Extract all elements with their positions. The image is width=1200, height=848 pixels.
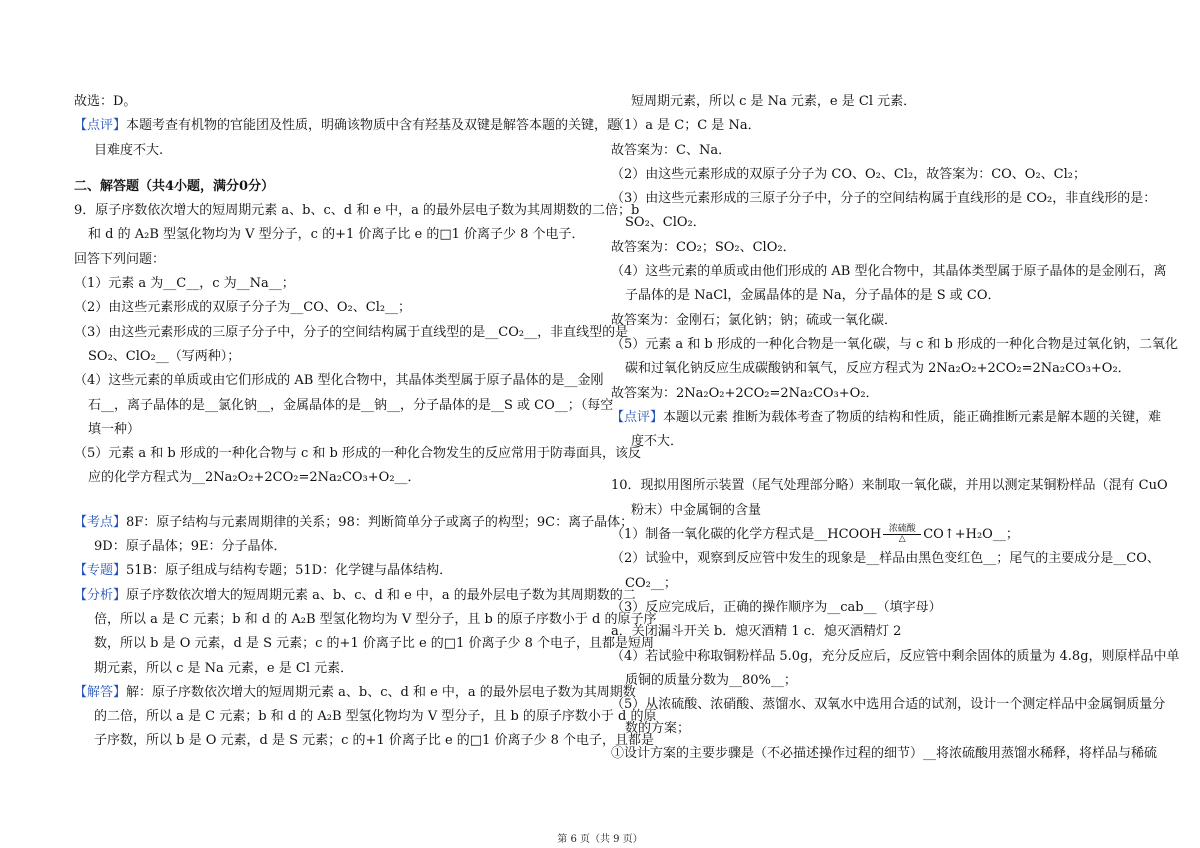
- left-column: [74, 90, 657, 754]
- text-line: 数，所以 b 是 O 元素，d 是 S 元素；c 的+1 价离子比 e 的□1 价离子少 8 个电子，且都是短周: [94, 636, 655, 652]
- text-line: （5）元素 a 和 b 形成的一种化合物是一氧化碳，与 c 和 b 形成的一种化合物是过氧化钠，二氧化: [611, 336, 1179, 352]
- question-line: a．关闭漏斗开关 b．熄灭酒精 1 c．熄灭酒精灯 2: [611, 624, 902, 640]
- text-line: 故答案为：金刚石；氯化钠；钠；硫或一氧化碳．: [611, 312, 898, 328]
- kaodian-line: [74, 511, 634, 535]
- question-line: 质铜的质量分数为__80%__；: [625, 672, 797, 688]
- text-line: 子序数，所以 b 是 O 元素，d 是 S 元素；c 的+1 价离子比 e 的□1 价离子少 8 个电子，且都是: [94, 733, 655, 749]
- comment-tag: 【点评】: [74, 118, 127, 134]
- question-line: ①设计方案的主要步骤是（不必描述操作过程的细节）__将浓硫酸用蒸馏水稀释，将样品与稀硫: [611, 745, 1158, 761]
- equation-right: CO↑+H₂O__；: [923, 527, 1019, 543]
- question-line: （3）由这些元素形成的三原子分子中，分子的空间结构属于直线型的是__CO₂__，非直线型的是: [74, 324, 629, 340]
- zhuanti-line: [74, 559, 576, 583]
- text-line: （4）这些元素的单质或由他们形成的 AB 型化合物中，其晶体类型属于原子晶体的是金刚石，离: [611, 264, 1167, 280]
- text-line: 本题考查有机物的官能团及性质，明确该物质中含有羟基及双键是解答本题的关键，题: [126, 118, 621, 134]
- text-line: 故选：D。: [74, 94, 137, 109]
- zhuanti-tag: 【专题】: [74, 563, 127, 579]
- question-line: 和 d 的 A₂B 型氢化物均为 V 型分子，c 的+1 价离子比 e 的□1 价离子少 8 个电子．: [88, 227, 585, 243]
- text-line: 倍，所以 a 是 C 元素；b 和 d 的 A₂B 型氢化物均为 V 型分子，且 b 的原子序数小于 d 的原子序: [94, 611, 657, 627]
- question-line: （5）元素 a 和 b 形成的一种化合物与 c 和 b 形成的一种化合物发生的反应常用于防毒面具，该反: [74, 446, 642, 462]
- question-line: （1）元素 a 为__C__，c 为__Na__；: [74, 276, 295, 292]
- kaodian-tag: 【考点】: [74, 514, 127, 530]
- jieda-line: [74, 681, 636, 705]
- jieda-tag: 【解答】: [74, 684, 127, 700]
- equation-line: [611, 523, 1127, 547]
- question-line: （5）从浓硫酸、浓硝酸、蒸馏水、双氧水中选用合适的试剂，设计一个测定样品中金属铜质量分: [611, 697, 1166, 713]
- text-line: 原子序数依次增大的短周期元素 a、b、c、d 和 e 中，a 的最外层电子数为其周期数的二: [126, 587, 636, 603]
- fenxi-line: [74, 584, 636, 608]
- text-line: 本题以元素 推断为载体考查了物质的结构和性质，能正确推断元素是解本题的关键，难: [663, 409, 1162, 425]
- section-heading: 二、解答题（共4小题，满分0分）: [74, 178, 275, 194]
- text-line: 解：原子序数依次增大的短周期元素 a、b、c、d 和 e 中，a 的最外层电子数为其周期数: [126, 684, 636, 700]
- text-line: 碳和过氧化钠反应生成碳酸钠和氧气，反应方程式为 2Na₂O₂+2CO₂=2Na₂CO₃+O₂．: [625, 361, 1131, 377]
- text-line: 51B：原子组成与结构专题；51D：化学键与晶体结构．: [126, 563, 453, 579]
- question-line: 填一种）: [88, 421, 141, 437]
- text-line: 期元素，所以 c 是 Na 元素，e 是 Cl 元素．: [94, 660, 354, 676]
- comment-tag: 【点评】: [611, 409, 664, 425]
- question-line: 粉末）中金属铜的含量: [631, 502, 762, 518]
- question-line: （4）若试验中称取铜粉样品 5.0g，充分反应后，反应管中剩余固体的质量为 4.8g，则原样品中单: [611, 648, 1180, 664]
- text-line: 故答案为：C、Na．: [611, 142, 732, 158]
- equation-left: （1）制备一氧化碳的化学方程式是__HCOOH: [611, 527, 882, 543]
- reaction-condition: [883, 525, 921, 544]
- comment-line: [611, 406, 1162, 430]
- condition-bottom: △: [883, 534, 921, 544]
- text-line: 故答案为：2Na₂O₂+2CO₂=2Na₂CO₃+O₂．: [611, 385, 879, 401]
- condition-top: 浓硫酸: [888, 524, 916, 535]
- text-line: （1）a 是 C；C 是 Na．: [611, 118, 761, 134]
- question-line: （2）由这些元素形成的双原子分子为__CO、O₂、Cl₂__；: [74, 300, 412, 316]
- fenxi-tag: 【分析】: [74, 587, 127, 603]
- text-line: 的二倍，所以 a 是 C 元素；b 和 d 的 A₂B 型氢化物均为 V 型分子，且 b 的原子序数小于 d 的原: [94, 709, 657, 725]
- question-line: 应的化学方程式为__2Na₂O₂+2CO₂=2Na₂CO₃+O₂__．: [88, 470, 421, 486]
- text-line: 度不大．: [631, 434, 684, 450]
- page-footer: 第 6 页（共 9 页）: [557, 834, 643, 845]
- right-column: [611, 90, 1180, 766]
- question-line: （4）这些元素的单质或由它们形成的 AB 型化合物中，其晶体类型属于原子晶体的是__金刚: [74, 373, 604, 389]
- text-line: 子晶体的是 NaCl，金属晶体的是 Na，分子晶体的是 S 或 CO．: [625, 288, 1001, 304]
- text-line: SO₂、ClO₂．: [625, 215, 706, 231]
- question-line: （3）反应完成后，正确的操作顺序为__cab__（填字母）: [611, 599, 942, 615]
- question-line: （2）试验中，观察到反应管中发生的现象是__样品由黑色变红色__；尾气的主要成分是__CO、: [611, 551, 1160, 567]
- text-line: 目难度不大.: [94, 142, 164, 158]
- question-line: SO₂、ClO₂__（写两种）；: [88, 348, 241, 364]
- text-line: 9D：原子晶体；9E：分子晶体．: [94, 539, 287, 555]
- comment-line: [74, 114, 621, 138]
- text-line: （2）由这些元素形成的双原子分子为 CO、O₂、Cl₂，故答案为：CO、O₂、Cl₂；: [611, 166, 1086, 182]
- text-line: 故答案为：CO₂；SO₂、ClO₂．: [611, 239, 796, 255]
- text-line: 短周期元素，所以 c 是 Na 元素，e 是 Cl 元素．: [631, 94, 917, 109]
- question-line: 10．现拟用图所示装置（尾气处理部分略）来制取一氧化碳，并用以测定某铜粉样品（混有 CuO: [611, 478, 1168, 494]
- question-line: 9．原子序数依次增大的短周期元素 a、b、c、d 和 e 中，a 的最外层电子数为其周期数的二倍；b: [74, 203, 640, 219]
- text-line: 8F：原子结构与元素周期律的关系；98：判断简单分子或离子的构型；9C：离子晶体；: [126, 514, 634, 530]
- question-line: 回答下列问题：: [74, 251, 166, 267]
- text-line: （3）由这些元素形成的三原子分子中，分子的空间结构属于直线形的是 CO₂，非直线形的是：: [611, 191, 1157, 207]
- question-line: CO₂__；: [625, 575, 677, 591]
- question-line: 石__，离子晶体的是__氯化钠__，金属晶体的是__钠__，分子晶体的是__S 或 CO__；（每空: [88, 397, 614, 413]
- question-line: 数的方案；: [625, 721, 691, 737]
